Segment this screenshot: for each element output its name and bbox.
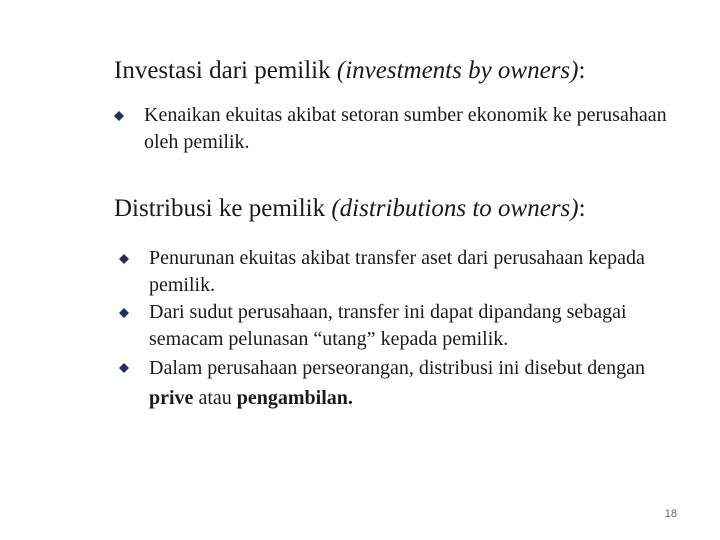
section2-heading-suffix: : <box>578 195 586 222</box>
bullet-text: Dari sudut perusahaan, transfer ini dapat dipandang sebagai semacam pelunasan “utang” kepada pemilik. <box>149 301 627 350</box>
section1-bullet-list <box>114 102 674 156</box>
list-item <box>114 102 674 156</box>
bullet-bold-pengambilan: pengambilan. <box>236 387 353 409</box>
section1-heading-italic: (investments by owners) <box>336 57 579 84</box>
page-number: 18 <box>664 508 677 520</box>
bullet-bold-prive: prive <box>149 387 194 409</box>
diamond-bullet-icon <box>119 308 129 318</box>
bullet-text: Kenaikan ekuitas akibat setoran sumber ekonomik ke perusahaan oleh pemilik. <box>144 104 667 153</box>
bullet-text-middle: atau <box>193 387 237 409</box>
bullet-text: Dalam perusahaan perseorangan, distribusi ini disebut dengan <box>149 357 645 379</box>
diamond-bullet-icon <box>114 111 124 121</box>
diamond-bullet-icon <box>119 254 129 264</box>
diamond-bullet-icon <box>119 363 129 373</box>
bullet-text: Penurunan ekuitas akibat transfer aset dari perusahaan kepada pemilik. <box>149 247 645 296</box>
section1-heading-text: Investasi dari pemilik <box>114 57 337 84</box>
section1-heading <box>114 56 585 86</box>
section2-bullet-list <box>119 245 679 413</box>
list-item <box>119 299 679 353</box>
section2-heading-italic: (distributions to owners) <box>331 195 579 222</box>
section1-heading-suffix: : <box>578 57 586 84</box>
section2-heading <box>114 194 586 224</box>
section2-heading-text: Distribusi ke pemilik <box>114 195 332 222</box>
list-item <box>119 353 679 413</box>
list-item <box>119 245 679 299</box>
